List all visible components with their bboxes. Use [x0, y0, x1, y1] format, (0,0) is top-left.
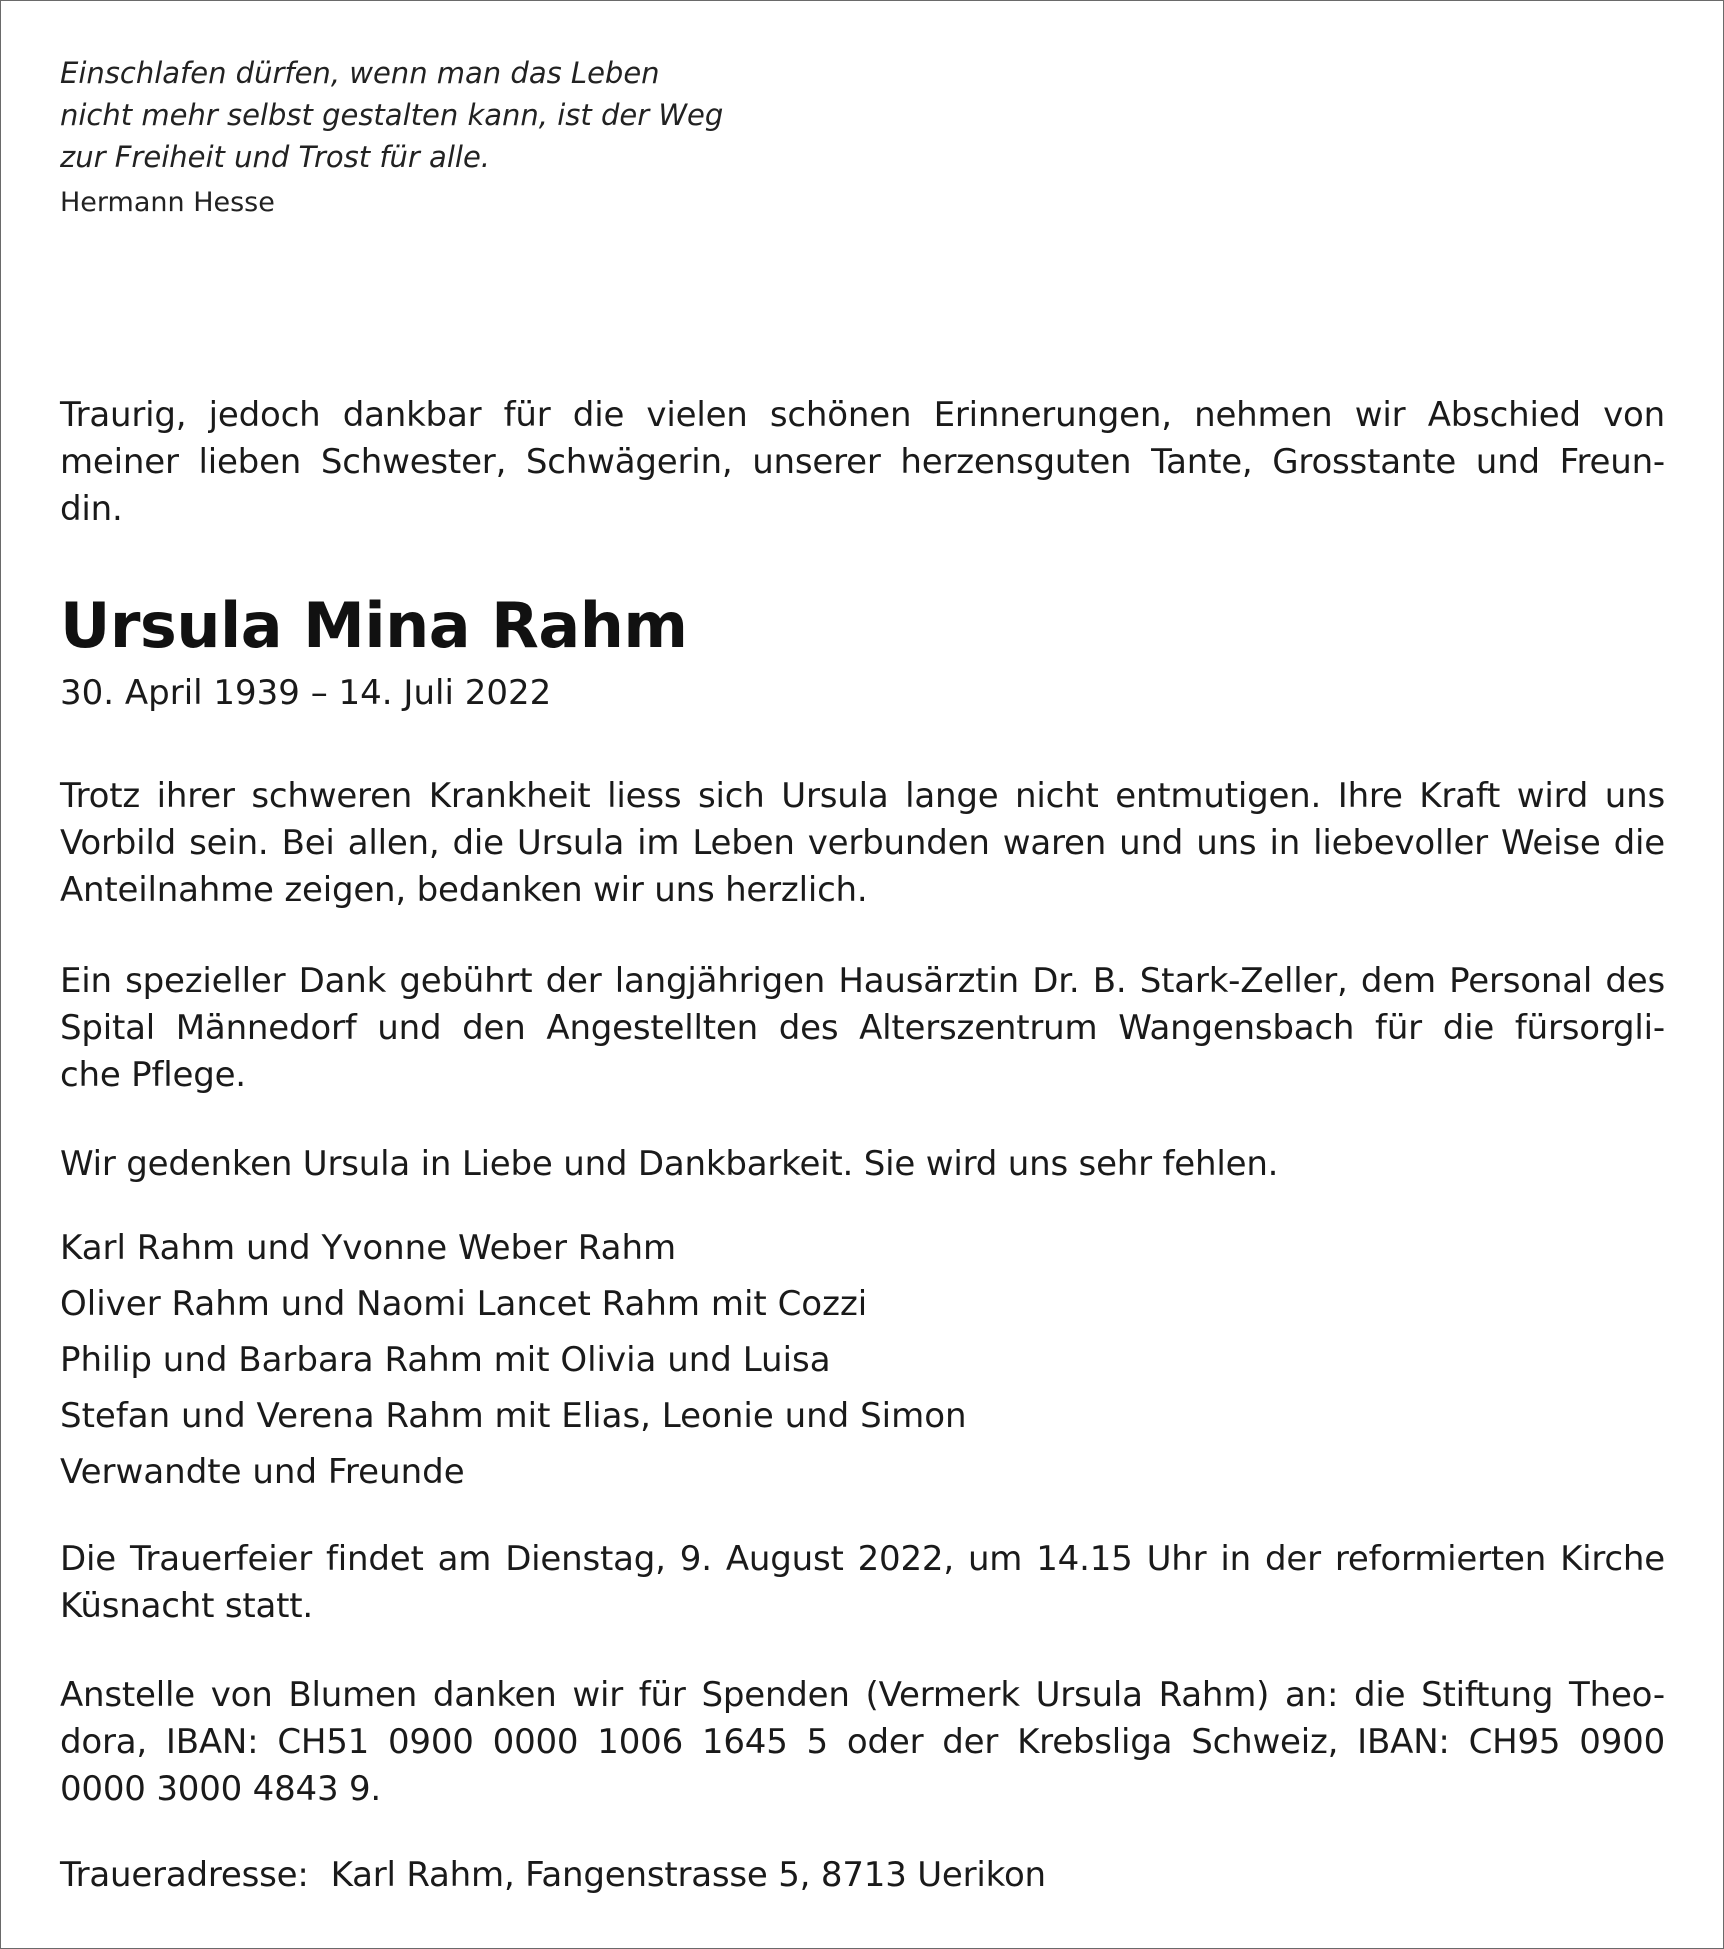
mourner-entry: Philip und Barbara Rahm mit Olivia und Luisa — [60, 1340, 831, 1380]
donations-line: Anstelle von Blumen danken wir für Spenden (Vermerk Ursula Rahm) an: die Stiftung Theo- — [60, 1675, 1665, 1715]
intro-line: meiner lieben Schwester, Schwägerin, unserer herzensguten Tante, Grosstante und Freun- — [60, 442, 1665, 482]
ceremony-line: Die Trauerfeier findet am Dienstag, 9. August 2022, um 14.15 Uhr in der reformierten Kirche — [60, 1539, 1665, 1579]
life-dates: 30. April 1939 – 14. Juli 2022 — [60, 673, 552, 713]
paragraph-line: che Pflege. — [60, 1055, 246, 1095]
paragraph-strength — [60, 773, 1665, 914]
deceased-name: Ursula Mina Rahm — [60, 589, 688, 662]
mourner-entry: Karl Rahm und Yvonne Weber Rahm — [60, 1228, 677, 1268]
mourner-entry: Stefan und Verena Rahm mit Elias, Leonie und Simon — [60, 1396, 967, 1436]
mourner-entry: Oliver Rahm und Naomi Lancet Rahm mit Cozzi — [60, 1284, 868, 1324]
ceremony-paragraph — [60, 1536, 1665, 1630]
quote-line: Einschlafen dürfen, wenn man das Leben — [60, 56, 660, 90]
mourner-entry: Verwandte und Freunde — [60, 1452, 465, 1492]
address-value: Karl Rahm, Fangenstrasse 5, 8713 Uerikon — [330, 1855, 1046, 1895]
donations-line: dora, IBAN: CH51 0900 0000 1006 1645 5 oder der Krebsliga Schweiz, IBAN: CH95 0900 — [60, 1722, 1665, 1762]
paragraph-line: Ein spezieller Dank gebührt der langjährigen Hausärztin Dr. B. Stark-Zeller, dem Personal des — [60, 961, 1665, 1001]
paragraph-line: Anteilnahme zeigen, bedanken wir uns herzlich. — [60, 870, 868, 910]
quote-line: nicht mehr selbst gestalten kann, ist der Weg — [60, 98, 724, 132]
paragraph-line: Vorbild sein. Bei allen, die Ursula im Leben verbunden waren und uns in liebevoller Weise die — [60, 823, 1665, 863]
paragraph-line: Trotz ihrer schweren Krankheit liess sich Ursula lange nicht entmutigen. Ihre Kraft wird uns — [60, 776, 1665, 816]
ceremony-line: Küsnacht statt. — [60, 1586, 313, 1626]
quote — [60, 52, 820, 178]
address-label: Traueradresse: — [60, 1855, 309, 1895]
donations-paragraph — [60, 1672, 1665, 1813]
address-row — [60, 1852, 1665, 1899]
paragraph-thanks — [60, 958, 1665, 1099]
quote-line: zur Freiheit und Trost für alle. — [60, 140, 491, 174]
paragraph-line: Spital Männedorf und den Angestellten des Alterszentrum Wangensbach für die fürsorgli- — [60, 1008, 1665, 1048]
intro-paragraph — [60, 392, 1665, 533]
paragraph-line: Wir gedenken Ursula in Liebe und Dankbarkeit. Sie wird uns sehr fehlen. — [60, 1144, 1279, 1184]
mourners-list — [60, 1220, 967, 1500]
donations-line: 0000 3000 4843 9. — [60, 1769, 382, 1809]
intro-line: din. — [60, 489, 123, 529]
quote-author: Hermann Hesse — [60, 187, 275, 218]
intro-line: Traurig, jedoch dankbar für die vielen schönen Erinnerungen, nehmen wir Abschied von — [60, 395, 1665, 435]
paragraph-remembrance — [60, 1141, 1665, 1188]
address-line — [60, 1852, 1665, 1899]
